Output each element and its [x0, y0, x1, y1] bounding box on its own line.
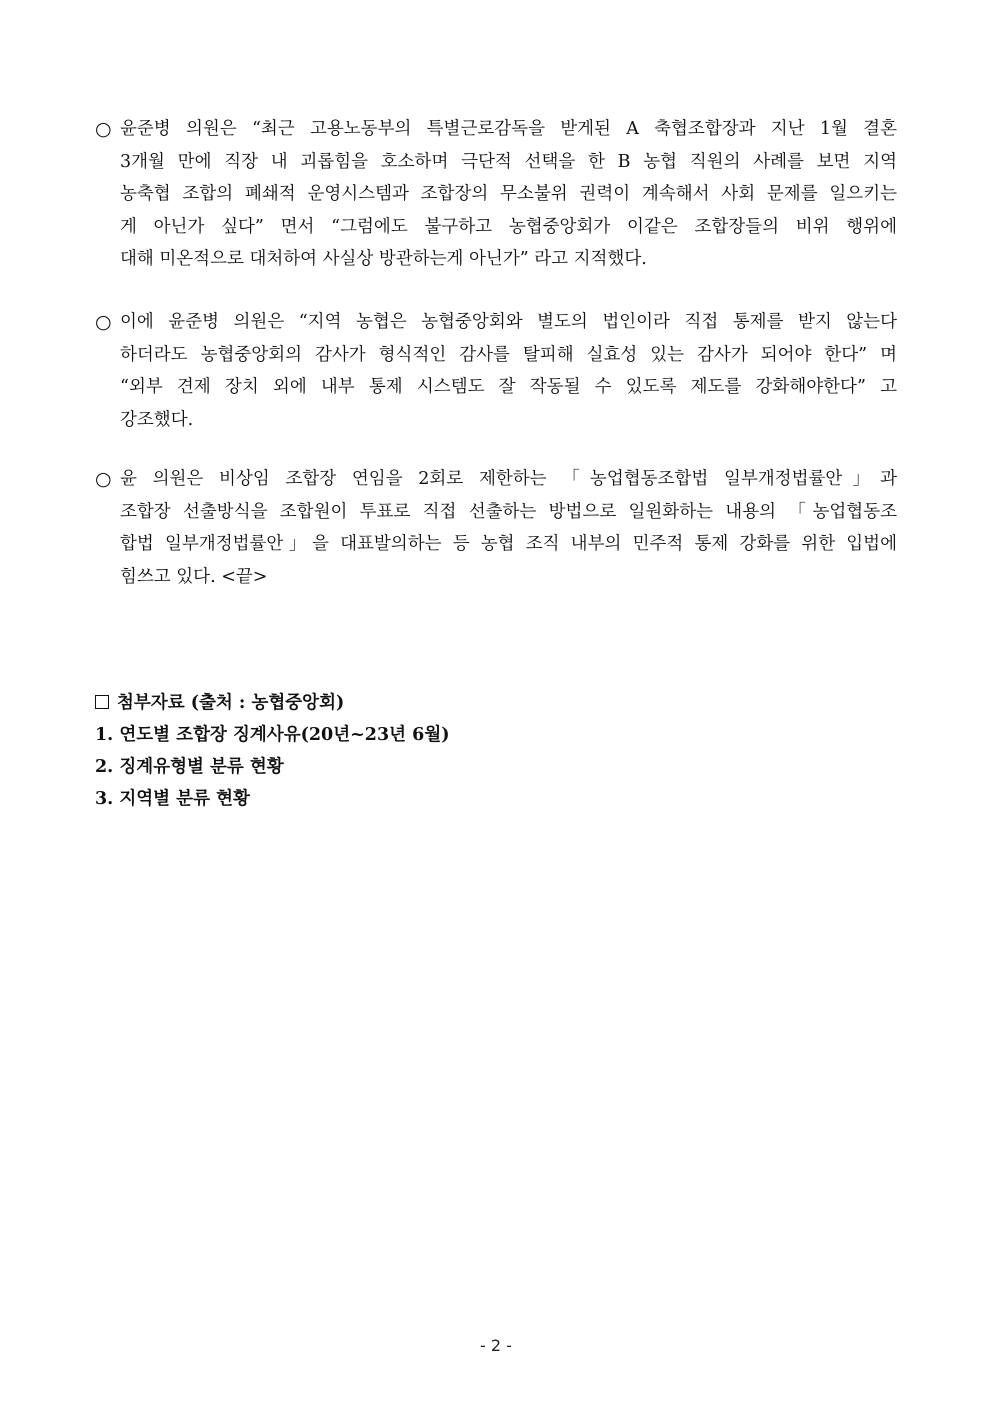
attachment-item: 1. 연도별 조합장 징계사유(20년~23년 6월) [95, 725, 450, 745]
attachments-header [95, 687, 795, 719]
paragraph-line: 3개월 만에 직장 내 괴롭힘을 호소하며 극단적 선택을 한 B 농협 직원의 사례를 보면 지역 [120, 151, 897, 172]
paragraph-line: 힘쓰고 있다. <끝> [120, 566, 268, 587]
circle-bullet-icon: ○ [95, 311, 112, 333]
paragraph-line: “외부 견제 장치 외에 내부 통제 시스템도 잘 작동될 수 있도록 제도를 강화해야한다” 고 [120, 377, 897, 397]
paragraph-line: 강조했다. [120, 409, 194, 430]
paragraph-line: 게 아닌가 싶다” 면서 “그럼에도 불구하고 농협중앙회가 이같은 조합장들의 비위 행위에 [120, 216, 897, 237]
paragraph-line: 이에 윤준병 의원은 “지역 농협은 농협중앙회와 별도의 법인이라 직접 통제를 받지 않는다 [120, 312, 897, 332]
paragraph-line: 합법 일부개정법률안」을 대표발의하는 등 농협 조직 내부의 민주적 통제 강화를 위한 입법에 [120, 534, 897, 554]
attachment-item: 3. 지역별 분류 현황 [95, 789, 250, 809]
square-bullet-icon [95, 695, 109, 709]
paragraph-line: 하더라도 농협중앙회의 감사가 형식적인 감사를 탈피해 실효성 있는 감사가 되어야 한다” 며 [120, 344, 897, 365]
paragraph-line: 윤 의원은 비상임 조합장 연임을 2회로 제한하는 「농업협동조합법 일부개정법률안」과 [120, 469, 897, 489]
paragraph-1 [95, 113, 897, 276]
attachment-item: 2. 징계유형별 분류 현황 [95, 757, 284, 777]
paragraph-line: 농축협 조합의 폐쇄적 운영시스템과 조합장의 무소불위 권력이 계속해서 사회 문제를 일으키는 [120, 184, 897, 204]
paragraph-line: 윤준병 의원은 “최근 고용노동부의 특별근로감독을 받게된 A 축협조합장과 지난 1월 결혼 [120, 119, 897, 139]
circle-bullet-icon: ○ [95, 468, 112, 490]
page-number: - 2 - [480, 1336, 512, 1355]
attachments-header-text: 첨부자료 (출처 : 농협중앙회) [117, 693, 345, 713]
paragraph-line: 조합장 선출방식을 조합원이 투표로 직접 선출하는 방법으로 일원화하는 내용의 「농업협동조 [120, 501, 897, 522]
attachments-section [95, 687, 795, 815]
paragraph-line: 대해 미온적으로 대처하여 사실상 방관하는게 아닌가” 라고 지적했다. [120, 249, 647, 269]
paragraph-2 [95, 306, 897, 436]
paragraph-3 [95, 463, 897, 593]
circle-bullet-icon: ○ [95, 118, 112, 140]
